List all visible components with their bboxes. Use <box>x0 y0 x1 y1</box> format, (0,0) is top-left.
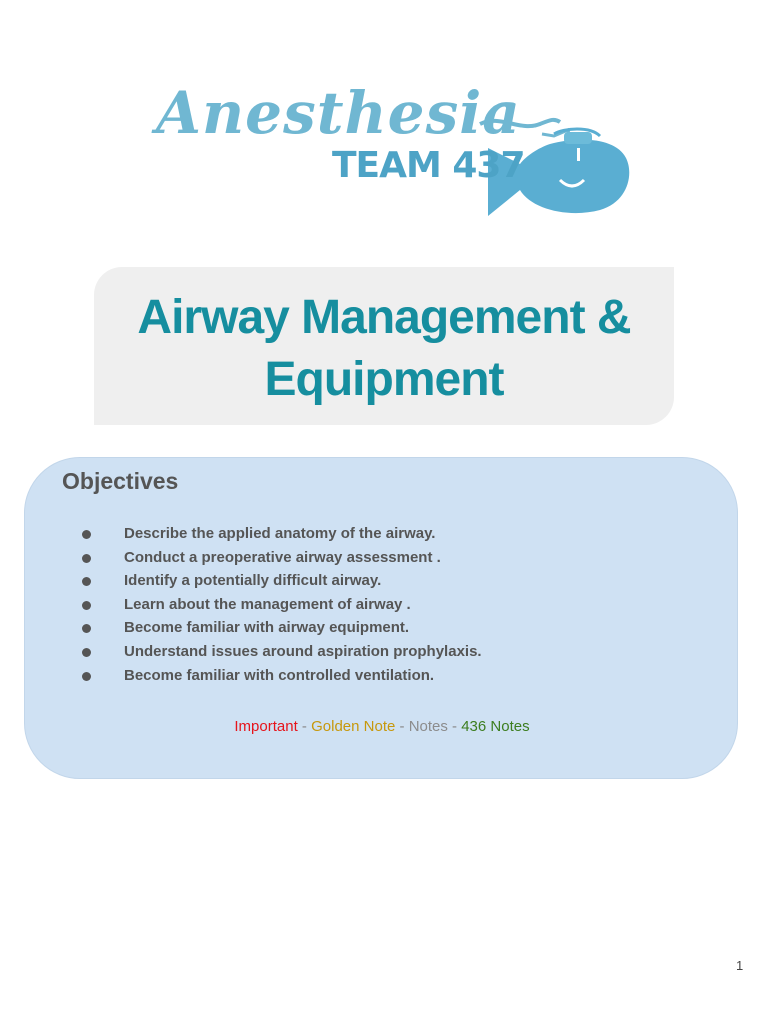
bullet-dot-icon <box>82 601 91 610</box>
legend-separator: - <box>395 718 409 735</box>
objective-text: Describe the applied anatomy of the airway. <box>124 525 436 542</box>
legend-separator: - <box>447 718 462 735</box>
objective-text: Identify a potentially difficult airway. <box>124 572 382 590</box>
title-box <box>94 267 674 425</box>
objectives-heading: Objectives <box>62 468 179 494</box>
legend-important: Important <box>234 718 298 735</box>
legend-separator: - <box>297 718 312 735</box>
legend-436-notes: 436 Notes <box>461 718 530 735</box>
team-logo <box>150 78 640 223</box>
logo-team-text: TEAM 437 <box>332 145 525 186</box>
objective-text: Conduct a preoperative airway assessment . <box>124 548 441 566</box>
objective-text: Understand issues around aspiration prophylaxis. <box>124 642 482 660</box>
bullet-dot-icon <box>82 648 91 657</box>
page-title <box>94 287 674 411</box>
bullet-dot-icon <box>82 530 91 539</box>
bullet-dot-icon <box>82 554 91 563</box>
objective-text: Become familiar with airway equipment. <box>124 619 410 637</box>
title-line-1: Airway Management & <box>137 291 631 344</box>
legend-notes: Notes <box>408 718 448 735</box>
title-line-2: Equipment <box>264 353 504 406</box>
objective-text: Learn about the management of airway . <box>124 595 411 613</box>
color-legend <box>25 718 739 735</box>
objective-text: Become familiar with controlled ventilation. <box>124 666 435 684</box>
legend-golden-note: Golden Note <box>311 718 396 735</box>
bullet-dot-icon <box>82 672 91 681</box>
logo-script-text: Anesthesia <box>156 79 521 147</box>
bullet-dot-icon <box>82 577 91 586</box>
objectives-box <box>24 457 738 779</box>
bullet-dot-icon <box>82 624 91 633</box>
page-number: 1 <box>736 958 744 973</box>
